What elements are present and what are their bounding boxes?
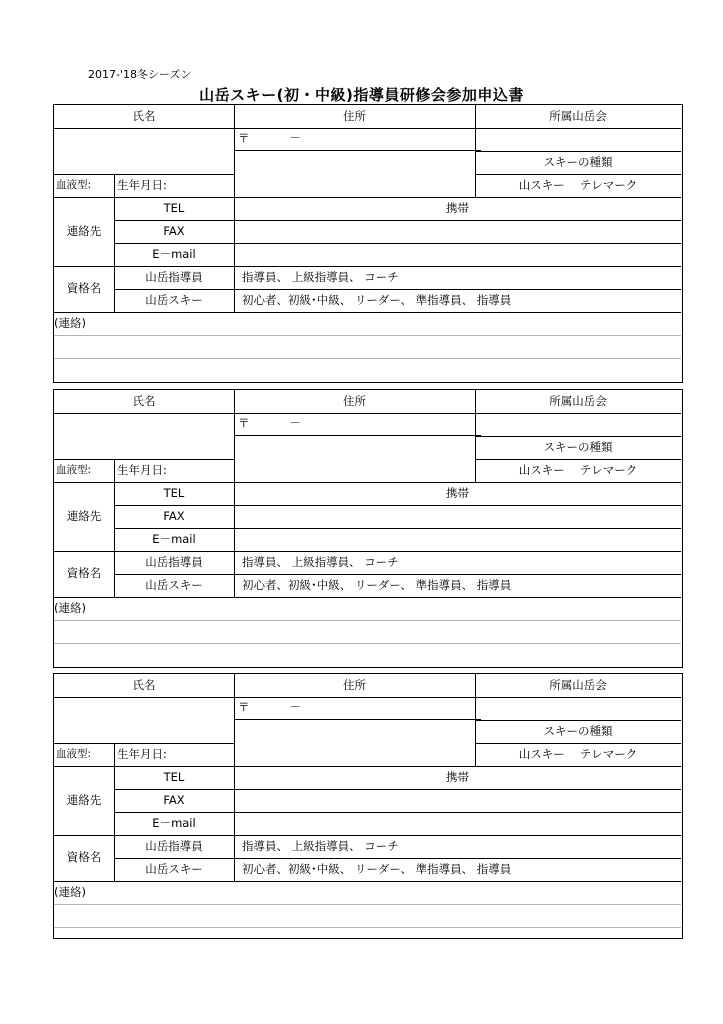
address-field[interactable] [235,720,475,766]
mobile-label: 携帯 [446,200,469,215]
fax-field[interactable] [234,220,681,243]
club-field[interactable] [475,413,681,436]
notes-field[interactable] [54,335,681,381]
birthdate-label: 生年月日: [117,177,167,192]
postal-code-field[interactable] [235,697,475,719]
fax-label: FAX [163,223,185,238]
blood-type-label: 血液型: [56,748,92,761]
mountain-ski-label: 山岳スキー [145,861,203,876]
postal-mark: 〒 [238,131,250,146]
email-field[interactable] [234,243,681,266]
address-label: 住所 [343,677,366,692]
name-label: 氏名 [132,108,156,123]
blood-type-field[interactable] [54,743,114,766]
postal-dash: － [289,700,301,715]
birthdate-label: 生年月日: [117,746,167,761]
blood-type-label: 血液型: [56,464,92,477]
mountain-ski-options[interactable]: 初心者、初級･中級、 リーダー、 準指導員、 指導員 [242,292,512,307]
tel-label: TEL [163,769,185,784]
notes-label: (連絡) [54,600,86,615]
application-form-1 [53,104,683,383]
name-field[interactable] [54,128,234,174]
mountain-ski-label: 山岳スキー [145,292,203,307]
ski-type-options[interactable]: 山スキー テレマーク [518,746,638,761]
address-label: 住所 [343,108,366,123]
ski-type-options[interactable]: 山スキー テレマーク [518,177,638,192]
ski-type-options[interactable]: 山スキー テレマーク [518,462,638,477]
application-form-3 [53,673,683,939]
fax-label: FAX [163,792,185,807]
email-field[interactable] [234,528,681,551]
club-label: 所属山岳会 [549,393,607,408]
name-field[interactable] [54,697,234,743]
fax-field[interactable] [234,789,681,812]
name-label: 氏名 [132,393,156,408]
mountain-ski-options[interactable]: 初心者、初級･中級、 リーダー、 準指導員、 指導員 [242,861,512,876]
club-label: 所属山岳会 [549,108,607,123]
birthdate-field[interactable] [114,174,235,197]
blood-type-field[interactable] [54,174,114,197]
address-label: 住所 [343,393,366,408]
club-field[interactable] [475,697,681,720]
email-label: E－mail [152,531,196,546]
fax-label: FAX [163,508,185,523]
contact-label: 連絡先 [66,792,102,807]
postal-mark: 〒 [238,416,250,431]
club-field[interactable] [475,128,681,151]
qualification-label: 資格名 [66,281,102,296]
qualification-label: 資格名 [66,566,102,581]
notes-label: (連絡) [54,315,86,330]
name-field[interactable] [54,413,234,459]
tel-label: TEL [163,200,185,215]
tel-label: TEL [163,485,185,500]
mobile-label: 携帯 [446,485,469,500]
notes-field[interactable] [54,904,681,950]
ski-type-label: スキーの種類 [543,439,613,454]
postal-code-field[interactable] [235,128,475,150]
blood-type-label: 血液型: [56,179,92,192]
qualification-label: 資格名 [66,850,102,865]
season-label: 2017-'18冬シーズン [88,68,192,81]
page-title: 山岳スキー(初・中級)指導員研修会参加申込書 [199,86,524,104]
mountain-ski-options[interactable]: 初心者、初級･中級、 リーダー、 準指導員、 指導員 [242,577,512,592]
fax-field[interactable] [234,505,681,528]
email-label: E－mail [152,246,196,261]
ski-type-label: スキーの種類 [543,723,613,738]
mobile-label: 携帯 [446,769,469,784]
notes-label: (連絡) [54,884,86,899]
club-label: 所属山岳会 [549,677,607,692]
contact-label: 連絡先 [66,223,102,238]
ski-type-label: スキーの種類 [543,154,613,169]
contact-label: 連絡先 [66,508,102,523]
address-field[interactable] [235,436,475,482]
mountain-instructor-options[interactable]: 指導員、 上級指導員、 コーチ [242,269,399,284]
mountain-instructor-label: 山岳指導員 [145,554,203,569]
email-label: E－mail [152,815,196,830]
postal-dash: － [289,131,301,146]
birthdate-field[interactable] [114,743,235,766]
email-field[interactable] [234,812,681,835]
name-label: 氏名 [132,677,156,692]
postal-dash: － [289,416,301,431]
mountain-instructor-options[interactable]: 指導員、 上級指導員、 コーチ [242,838,399,853]
notes-field[interactable] [54,620,681,666]
birthdate-label: 生年月日: [117,462,167,477]
address-field[interactable] [235,151,475,197]
postal-code-field[interactable] [235,413,475,435]
mountain-instructor-label: 山岳指導員 [145,269,203,284]
mountain-ski-label: 山岳スキー [145,577,203,592]
application-form-2 [53,389,683,668]
mountain-instructor-options[interactable]: 指導員、 上級指導員、 コーチ [242,554,399,569]
birthdate-field[interactable] [114,459,235,482]
postal-mark: 〒 [238,700,250,715]
blood-type-field[interactable] [54,459,114,482]
mountain-instructor-label: 山岳指導員 [145,838,203,853]
